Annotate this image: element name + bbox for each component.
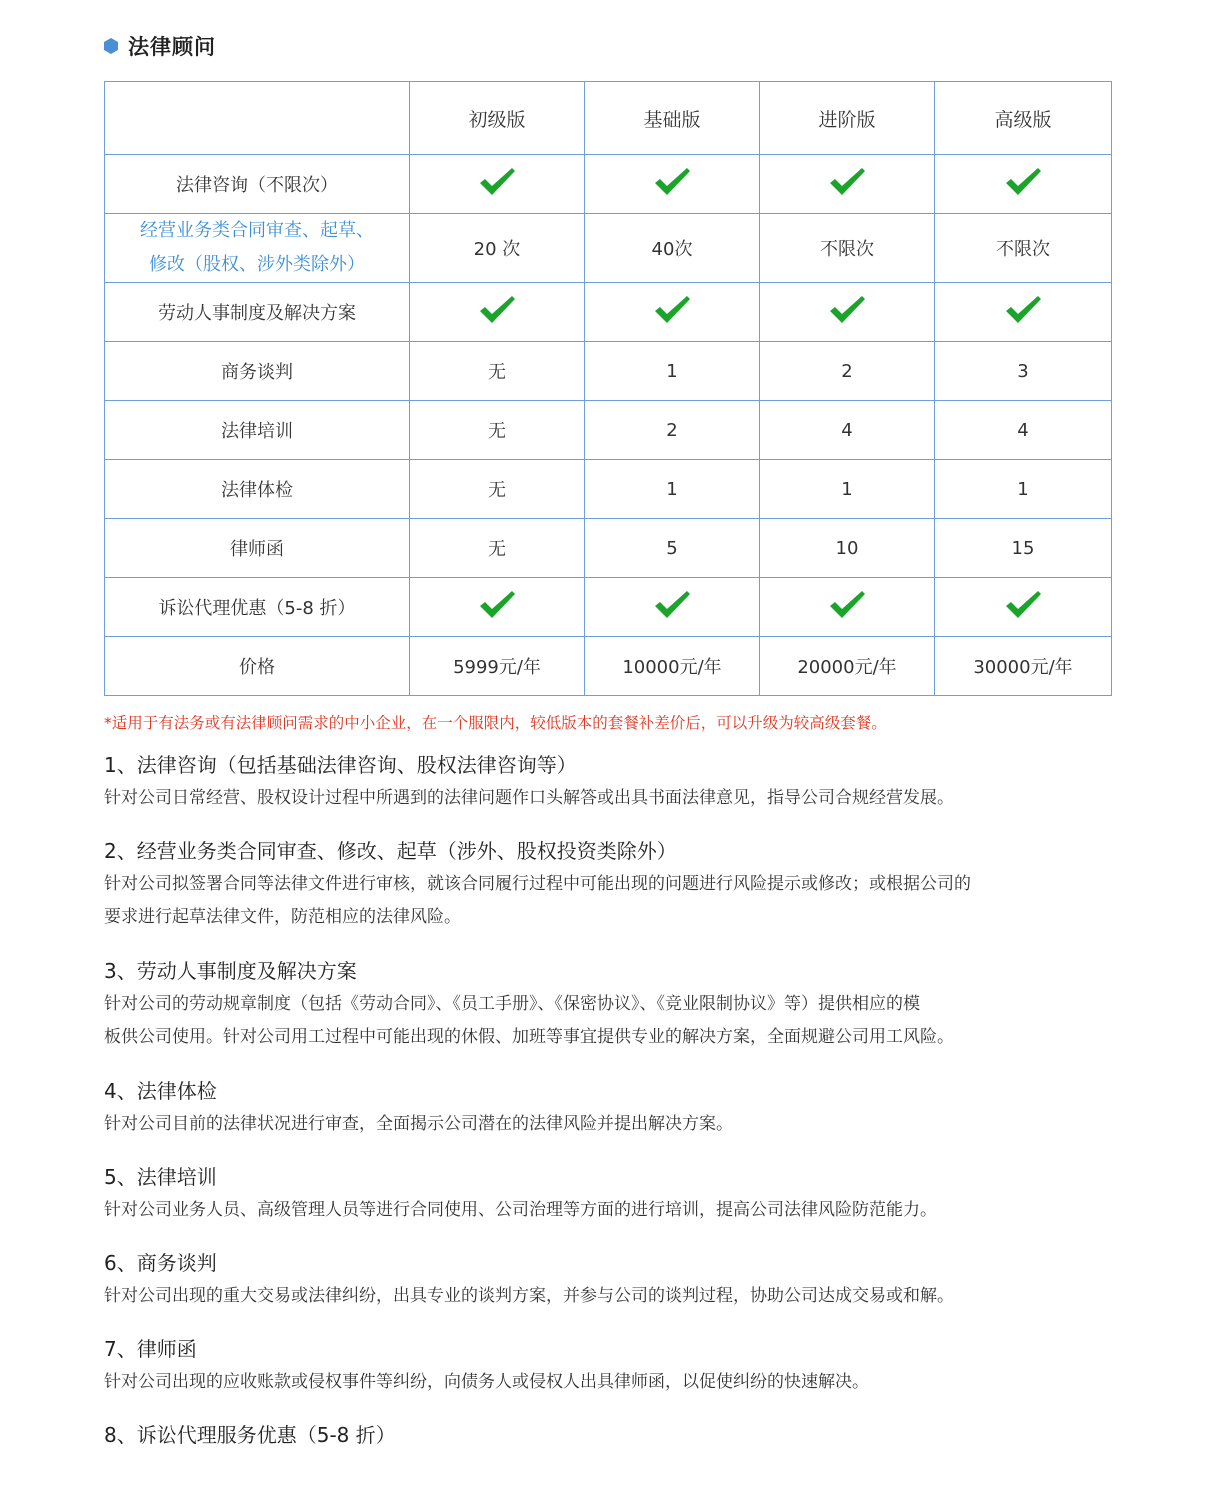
table-cell-check: [410, 578, 585, 637]
table-cell: 1: [585, 342, 760, 401]
row-label: 法律咨询（不限次）: [105, 155, 410, 214]
row-label-line: 修改（股权、涉外类除外）: [149, 254, 365, 275]
upgrade-note: *适用于有法务或有法律顾问需求的中小企业，在一个服限内，较低版本的套餐补差价后，可以升级为较高级套餐。: [104, 714, 887, 732]
table-row: [105, 342, 1112, 401]
table-row: [105, 519, 1112, 578]
table-cell: 无: [410, 342, 585, 401]
table-row: [105, 578, 1112, 637]
table-cell-check: [935, 155, 1112, 214]
table-cell: 2: [585, 401, 760, 460]
service-item: [104, 954, 1114, 1054]
checkmark-icon: [477, 294, 517, 326]
service-title: 7、律师函: [104, 1337, 197, 1361]
table-cell-check: [760, 155, 935, 214]
checkmark-icon: [652, 166, 692, 198]
service-description-line: 针对公司目前的法律状况进行审查，全面揭示公司潜在的法律风险并提出解决方案。: [104, 1114, 733, 1134]
table-cell: 40次: [585, 214, 760, 283]
table-row: [105, 214, 1112, 283]
service-description-line: 针对公司拟签署合同等法律文件进行审核，就该合同履行过程中可能出现的问题进行风险提示或修改；或根据公司的: [104, 874, 971, 894]
service-description-line: 针对公司出现的重大交易或法律纠纷，出具专业的谈判方案，并参与公司的谈判过程，协助公司达成交易或和解。: [104, 1286, 954, 1306]
hexagon-bullet-icon: [104, 38, 118, 54]
service-title: 2、经营业务类合同审查、修改、起草（涉外、股权投资类除外）: [104, 839, 677, 863]
table-cell: 2: [760, 342, 935, 401]
row-label-line: 经营业务类合同审查、起草、: [140, 220, 374, 241]
table-cell-check: [585, 578, 760, 637]
table-cell: 5999元/年: [410, 637, 585, 696]
service-title: 6、商务谈判: [104, 1251, 217, 1275]
checkmark-icon: [1003, 589, 1043, 621]
row-label: 价格: [105, 637, 410, 696]
service-item: [104, 748, 1114, 815]
table-cell: 不限次: [760, 214, 935, 283]
table-row: [105, 637, 1112, 696]
pricing-table: [104, 81, 1112, 696]
checkmark-icon: [1003, 166, 1043, 198]
row-label: 法律体检: [105, 460, 410, 519]
row-label: [105, 214, 410, 283]
checkmark-icon: [827, 166, 867, 198]
table-cell: 不限次: [935, 214, 1112, 283]
service-item: [104, 1246, 1114, 1313]
service-description-line: 针对公司的劳动规章制度（包括《劳动合同》、《员工手册》、《保密协议》、《竞业限制协议》等）提供相应的模: [104, 994, 920, 1014]
column-header-empty: [105, 82, 410, 155]
service-item: [104, 1418, 1114, 1452]
service-title: 5、法律培训: [104, 1165, 217, 1189]
checkmark-icon: [652, 294, 692, 326]
row-label: 商务谈判: [105, 342, 410, 401]
table-cell-check: [410, 155, 585, 214]
table-cell: 5: [585, 519, 760, 578]
service-title: 1、法律咨询（包括基础法律咨询、股权法律咨询等）: [104, 753, 577, 777]
service-item: [104, 1074, 1114, 1141]
table-cell: 10: [760, 519, 935, 578]
table-row: [105, 283, 1112, 342]
service-item: [104, 1332, 1114, 1399]
service-description-line: 板供公司使用。针对公司用工过程中可能出现的休假、加班等事宜提供专业的解决方案，全面规避公司用工风险。: [104, 1027, 954, 1047]
column-header-advanced: 进阶版: [760, 82, 935, 155]
table-header-row: [105, 82, 1112, 155]
table-cell-check: [585, 155, 760, 214]
table-cell: 无: [410, 519, 585, 578]
table-row: [105, 401, 1112, 460]
table-cell-check: [935, 283, 1112, 342]
column-header-beginner: 初级版: [410, 82, 585, 155]
row-label: 律师函: [105, 519, 410, 578]
table-cell-check: [760, 578, 935, 637]
column-header-premium: 高级版: [935, 82, 1112, 155]
table-cell-check: [585, 283, 760, 342]
service-item: [104, 834, 1114, 934]
service-title: 4、法律体检: [104, 1079, 217, 1103]
table-cell: 4: [935, 401, 1112, 460]
row-label: 法律培训: [105, 401, 410, 460]
checkmark-icon: [477, 166, 517, 198]
table-row: [105, 155, 1112, 214]
column-header-basic: 基础版: [585, 82, 760, 155]
table-cell: 20000元/年: [760, 637, 935, 696]
service-description-line: 针对公司日常经营、股权设计过程中所遇到的法律问题作口头解答或出具书面法律意见，指导公司合规经营发展。: [104, 788, 954, 808]
checkmark-icon: [652, 589, 692, 621]
table-cell: 15: [935, 519, 1112, 578]
checkmark-icon: [827, 589, 867, 621]
service-description-line: 要求进行起草法律文件，防范相应的法律风险。: [104, 907, 461, 927]
section-title: 法律顾问: [128, 35, 216, 59]
table-cell-check: [935, 578, 1112, 637]
service-description-line: 针对公司业务人员、高级管理人员等进行合同使用、公司治理等方面的进行培训，提高公司法律风险防范能力。: [104, 1200, 937, 1220]
checkmark-icon: [1003, 294, 1043, 326]
service-title: 3、劳动人事制度及解决方案: [104, 959, 357, 983]
table-cell: 30000元/年: [935, 637, 1112, 696]
table-cell: 1: [585, 460, 760, 519]
row-label: 劳动人事制度及解决方案: [105, 283, 410, 342]
table-row: [105, 460, 1112, 519]
table-cell: 4: [760, 401, 935, 460]
service-description-line: 针对公司出现的应收账款或侵权事件等纠纷，向债务人或侵权人出具律师函，以促使纠纷的快速解决。: [104, 1372, 869, 1392]
service-item: [104, 1160, 1114, 1227]
table-cell: 1: [935, 460, 1112, 519]
table-cell-check: [760, 283, 935, 342]
row-label: 诉讼代理优惠（5-8 折）: [105, 578, 410, 637]
table-cell: 无: [410, 401, 585, 460]
checkmark-icon: [827, 294, 867, 326]
table-cell: 20 次: [410, 214, 585, 283]
table-cell: 1: [760, 460, 935, 519]
service-title: 8、诉讼代理服务优惠（5-8 折）: [104, 1423, 396, 1447]
table-cell: 3: [935, 342, 1112, 401]
table-cell: 无: [410, 460, 585, 519]
checkmark-icon: [477, 589, 517, 621]
table-cell: 10000元/年: [585, 637, 760, 696]
table-cell-check: [410, 283, 585, 342]
section-header: [104, 30, 216, 62]
